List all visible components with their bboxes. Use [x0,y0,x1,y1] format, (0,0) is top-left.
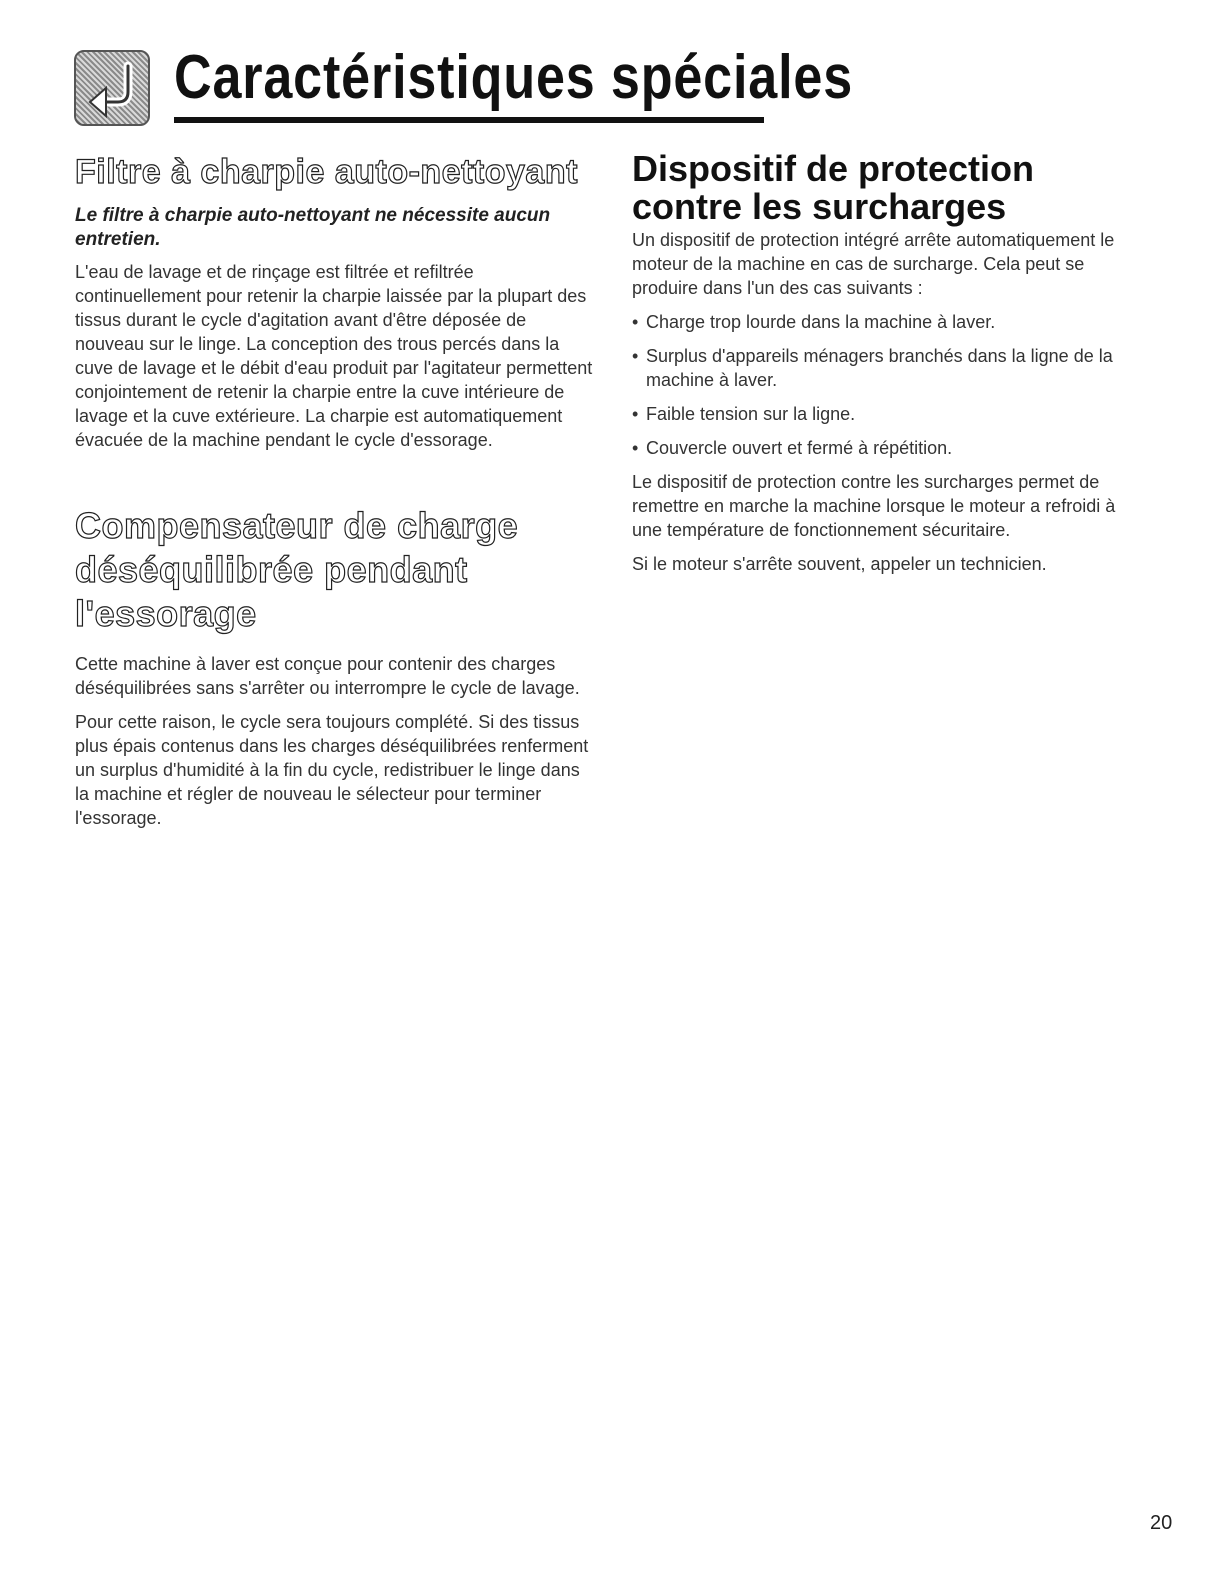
lint-filter-section [75,150,595,452]
bullet-icon: • [632,438,639,458]
section-spacer [75,462,595,500]
overload-intro: Un dispositif de protection intégré arrête automatiquement le moteur de la machine en cas de surcharge. Cela peut se produire dans l'un des cas suivants : [632,230,1115,298]
left-column [75,150,595,840]
lint-filter-lead: Le filtre à charpie auto-nettoyant ne nécessite aucun entretien. [75,205,551,250]
list-item [632,436,1142,460]
list-item [632,344,1142,392]
list-item-text: Couvercle ouvert et fermé à répétition. [646,438,953,458]
unbalanced-load-paragraph-2: Pour cette raison, le cycle sera toujours complété. Si des tissus plus épais contenus dans les charges déséquilibrées renferment un surplus d'humidité à la fin du cycle, redistribuer le linge dans la machine et régler de nouveau le sélecteur pour terminer l'essorage. [75,712,589,828]
list-item-text: Surplus d'appareils ménagers branchés dans la ligne de la machine à laver. [646,346,1113,390]
bullet-icon: • [632,404,639,424]
page-header [74,42,853,130]
title-underline [174,117,764,123]
bullet-icon: • [632,346,639,366]
overload-causes-list [632,310,1142,460]
page-number: 20 [1150,1512,1173,1534]
unbalanced-load-section [75,504,595,830]
overload-technician-paragraph: Si le moteur s'arrête souvent, appeler un technicien. [632,554,1047,574]
list-item [632,310,1142,334]
right-column [632,150,1142,586]
arrow-return-icon [76,52,148,124]
section-icon-box [74,50,150,126]
list-item [632,402,1142,426]
overload-protection-section [632,150,1142,576]
list-item-text: Charge trop lourde dans la machine à laver. [646,312,996,332]
list-item-text: Faible tension sur la ligne. [646,404,856,424]
page-title: Caractéristiques spéciales [174,43,853,112]
lint-filter-body: L'eau de lavage et de rinçage est filtrée et refiltrée continuellement pour retenir la charpie laissée par la plupart des tissus durant le cycle d'agitation avant d'être déposée de nouveau sur le linge. La conception des trous percés dans la cuve de lavage et le débit d'eau produit par l'agitateur permettent conjointement de retenir la charpie entre la cuve intérieure de lavage et la cuve extérieure. La charpie est automatiquement évacuée de la machine pendant le cycle d'essorage. [75,262,593,450]
overload-restart-paragraph: Le dispositif de protection contre les surcharges permet de remettre en marche la machine lorsque le moteur a refroidi à une température de fonctionnement sécuritaire. [632,472,1116,540]
overload-protection-heading: Dispositif de protection contre les surcharges [632,148,1035,227]
lint-filter-heading: Filtre à charpie auto-nettoyant [75,153,578,191]
bullet-icon: • [632,312,639,332]
unbalanced-load-paragraph-1: Cette machine à laver est conçue pour contenir des charges déséquilibrées sans s'arrêter ou interrompre le cycle de lavage. [75,654,580,698]
unbalanced-load-heading: Compensateur de charge déséquilibrée pendant l'essorage [75,505,519,634]
